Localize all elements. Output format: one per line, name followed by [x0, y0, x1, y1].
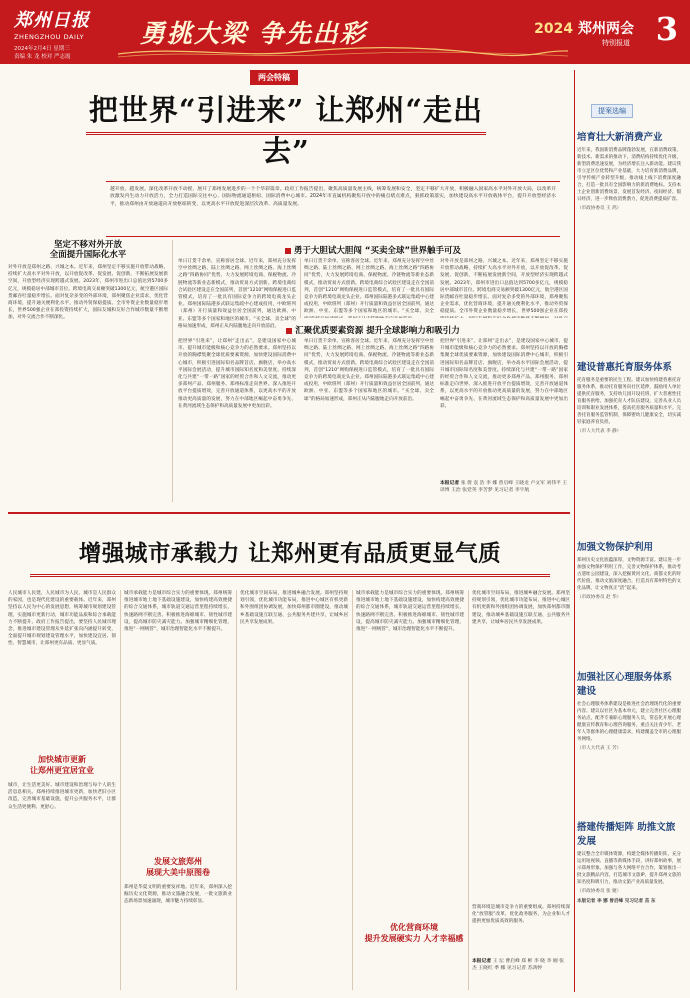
column-divider [352, 590, 353, 990]
bottom-col5-body: 优化城市空间布局，推进城乡融合发展。郑州坚持规划引领，优化城市功能布局，推进中心城区有机更新和外围组团协调发展，加快郑州都市圈建设，推动城乡基础设施互联互通、公共服务共建共享，让城乡居民共享发展成果。 [472, 591, 570, 625]
sidebar-item [577, 124, 681, 354]
article-lead: 越开放，越发展。深化改革开放不动摇，展开了郑州发展进步的一个个华彩篇章。政府工作报告提出，聚焦高质量发展主线，统筹发展和安全，坚定不移扩大开放，积极融入国家高水平对外开放大局，以改革开放激发内生动力开放活力，全力打造国际交往中心、国际物流通道枢纽、国际消费中心城市。2024年市直属机构聚焦开放中的痛点堵点难点，狠抓政策落实，加快建设高水平开放载体平台，提升开放型经济水平，推动郑州由开放通道向开放枢纽转变，以更高水平开放促进深层次改革、高质量发展。 [110, 187, 556, 207]
sidebar-byline: 本版记者 李 娜 曾启峰 见习记者 苗 东 [577, 899, 656, 904]
sidebar-tag: 提案选编 [591, 104, 633, 118]
bottom-box2-body: 郑州是华夏文明的重要发祥地。近年来，郑州深入挖掘历史文化资源，推动文旅融合发展，一批文旅新业态新场景加速涌现，城市魅力持续彰显。 [124, 885, 232, 905]
column-divider [120, 590, 121, 990]
col2-subhead-text: 勇于大胆试大胆闯 “买卖全球”世界触手可及 [293, 246, 462, 256]
col2-subhead [178, 244, 568, 256]
column-divider [468, 590, 469, 990]
column-divider [172, 240, 173, 502]
bottom-byline-names: 王 坛 曹启峰 郑 彬 李 晓 李 刚 张 杰 王晓红 季 娜 见习记者 苏鸿婷 [472, 959, 565, 971]
sidebar-item [577, 814, 681, 974]
masthead [0, 0, 690, 64]
sidebar-item-sign: （市政协委员 王 鸿） [577, 206, 622, 211]
bottom-byline-label: 本报记者 [472, 959, 492, 964]
sidebar-item-sign: （市人大代表 王 芳） [577, 746, 622, 751]
bottom-box1-body: 城市，让生活更美好。城市建设和治理与每个人的生活息息相关。郑州持续推进城市更新，加快老旧小区改造，完善城市基础设施，提升公共服务水平，让群众生活更便利、更舒心。 [8, 783, 116, 810]
newspaper-brand [14, 6, 114, 62]
byline-names: 张 倩 袁 浩 李 娜 曾启峰 王晓龙 卢文军 刘伟平 王译博 王治 张党英 李苦梦 见习记者 李宇航 [440, 481, 568, 493]
sidebar [577, 98, 681, 993]
column-divider [236, 590, 237, 990]
sidebar-item-body: 建议整合全市媒体资源，构建全媒体传播矩阵，充分运用短视频、直播等新媒体手段，讲好郑州故事，展示郑州形象。加强与各大网络平台合作，策划推出一批文旅精品内容，打造城市文旅IP，提升郑州文旅的知名度和吸引力，推动文旅产业高质量发展。 [577, 852, 681, 885]
bottom-intro: 人民城市人民建，人民城市为人民。城市是人民群众的家园，也是现代化建设的重要载体。近年来，郑州坚持以人民为中心的发展思想，统筹城市规划建设管理，实施城市更新行动，城市功能品质和综合承载能力不断提升。政府工作报告提出，要坚持人民城市理念，推进城市建设管理从外延扩张向内涵提升转变，全面提升城市规划建设管理水平，加快建设宜居、韧性、智慧城市，让郑州更有品质、更显气质。 [8, 591, 116, 647]
issue-meta [14, 45, 114, 62]
col3-body: 把世界“引进来”，让郑州“走出去”，是建设国家中心城市、提升城市能级和核心竞争力的必然要求。郑州坚持以开放的胸襟集聚全球优质要素资源，加快建设国际消费中心城市，积极引进国际知名品牌首店、旗舰店，举办高水平国际会展活动，提升城市国际知名度和美誉度。持续深化与共建“一带一路”国家的经贸合作和人文交流，推动更多郑州产品、郑州服务、郑州标准走向世界。深入推进开放平台提质增效，完善开放通道体系，以更高水平的开放推动更高质量的发展，努力在中部地区崛起中奋勇争先、在黄河流域生态保护和高质量发展中更加出彩。 [178, 339, 296, 409]
sidebar-item-title: 搭建传播矩阵 助推文旅发展 [577, 822, 676, 847]
section-separator [8, 512, 570, 514]
col3-subhead [178, 324, 568, 336]
brand-name-cn: 郑州日报 [14, 10, 90, 31]
top-article-byline [440, 480, 568, 494]
edition-title [534, 18, 634, 38]
headline-underline [86, 132, 486, 135]
col1-body: 对外开放是郑州之路、兴城之本。近年来，郑州坚定不移实施开放带动战略，持续扩大高水平对外开放，以开放促改革、促发展、促创新，不断拓展发展新空间，开放型经济实现跨越式发展。2023年，郑州市进出口总值达到5700多亿元，规模稳居中部城市首位。跨境电商交易额突破1300亿元，航空港区国际货邮吞吐量稳步增长。面对复杂多变的外部环境，郑州聚焦企业需求，优化营商环境，提升通关便利化水平，推动外贸保稳提质。全市外资企业数量稳步增长，世界500强企业在郑投资持续扩大，国际友城和友好合作城市数量不断增加，对外交流合作不断深化。 [8, 265, 168, 321]
editor-credits: 责编 朱 龙 校对 严志霞 [14, 54, 71, 61]
sidebar-item-title: 加强文物保护利用 [577, 542, 654, 553]
top-headline: 把世界“引进来” 让郑州“走出去” [88, 93, 484, 168]
col1-subhead: 坚定不移对外开放 全面提升国际化水平 [49, 240, 127, 260]
brand-name-en: ZHENGZHOU DAILY [14, 33, 85, 41]
bottom-box3-head: 优化营商环境 提升发展硬实力 人才幸福感 [364, 923, 464, 943]
edition-name: 郑州两会 [578, 21, 634, 37]
column-divider [300, 258, 301, 318]
sidebar-item [577, 664, 681, 814]
col3-subhead-text: 汇聚优质要素资源 提升全球影响力和吸引力 [295, 326, 460, 336]
bottom-col3-body: 优化城市空间布局，推进城乡融合发展。郑州坚持规划引领，优化城市功能布局，推进中心城区有机更新和外围组团协调发展，加快郑州都市圈建设，推动城乡基础设施互联互通、公共服务共建共享，让城乡居民共享发展成果。 [240, 591, 348, 625]
edition-year: 2024 [534, 21, 574, 37]
sidebar-item-body: 托育服务是重要的民生工程。建议加快构建普惠托育服务体系，推动托育服务向社区延伸，鼓励用人单位提供托育服务，支持幼儿园开设托班，扩大普惠性托育服务供给。加强托育人才队伍建设，完善从业人员培训和职业发展体系，提高托育服务质量和水平。完善托育服务监管机制，保障婴幼儿健康安全，切实减轻家庭养育负担。 [577, 378, 681, 425]
sidebar-item-sign: （市人大代表 李 静） [577, 429, 622, 434]
bottom-box3-body: 营商环境是城市竞争力的重要组成。郑州持续深化“放管服”改革，优化政务服务，为企业和人才提供更加优质高效的服务。 [472, 905, 570, 925]
col2-body-cont2: 对外开放是郑州之路、兴城之本。近年来，郑州坚定不移实施开放带动战略，持续扩大高水平对外开放，以开放促改革、促发展、促创新，不断拓展发展新空间，开放型经济实现跨越式发展。2023年，郑州市进出口总值达到5700多亿元，规模稳居中部城市首位。跨境电商交易额突破1300亿元，航空港区国际货邮吞吐量稳步增长。面对复杂多变的外部环境，郑州聚焦企业需求，优化营商环境，提升通关便利化水平，推动外贸保稳提质。全市外资企业数量稳步增长，世界500强企业在郑投 [440, 259, 568, 315]
sidebar-item-sign: （市政协委员 赵 华） [577, 595, 622, 600]
sidebar-item-title: 培育壮大新消费产业 [577, 132, 663, 143]
sidebar-item [577, 354, 681, 534]
col2-body: 单日订货千余单，宣称客居全球。近年来，郑州充分发挥空中丝绸之路、陆上丝绸之路、网上丝绸之路、海上丝绸之路“四路协同”优势，大力发展跨境电商、保税物流、冷链物流等新业态新模式，推动贸易方式创新。跨境电商综合试验区建设走在全国前列，首创“1210”网购保税进口监管模式，培育了一批具有国际竞争力的跨境电商龙头企业。郑州国际陆港多式联运集疏中心建成投用，中欧班列（郑州）开行质量和效益位居全国前列，通达欧洲、中亚、东盟等多个国家和地区的城市。“买全球、卖全球”的格局加速形成，郑州正从内陆腹地走向开放前沿。 [178, 259, 296, 329]
sidebar-item-body: 近年来，我国新消费品牌蓬勃发展，在新消费政策、新技术、新需求的推动下，消费结构持续优化升级，新型消费迅速发展，为经济增长注入新动能。建议我市立足区位优势和产业基础，大力培育新消费品牌，引导传统产业转型升级，推动线上线下消费深度融合，打造一批具有全国影响力的新消费地标。支持本土企业创新消费场景，发展首发经济、夜间经济、假日经济，进一步释放消费潜力，促进消费提质扩容。 [577, 148, 681, 202]
bottom-article-byline [472, 958, 570, 972]
sidebar-divider [574, 70, 575, 992]
sidebar-item-sign: （市政协委员 张 婕） [577, 889, 622, 894]
article-lead-box [106, 181, 560, 237]
bottom-headline-underline [30, 574, 550, 577]
bottom-headline: 增强城市承载力 让郑州更有品质更显气质 [78, 541, 502, 567]
bottom-col2-body: 城市承载能力是城市综合实力的重要体现。郑州统筹推进城市地上地下基础设施建设，加快构建高效便捷的综合交通体系，城市轨道交通运营里程持续增长，快速路网不断完善。积极推进海绵城市、韧性城市建设，提高城市防灾减灾能力。加强城市精细化管理，推进“一网统管”，城市治理智能化水平不断提升。 [124, 591, 232, 633]
sidebar-item-body: 社会心理服务体系建设是推进社会治理现代化的重要内容。建议以社区为基本单元，建立完善社区心理服务站点，配齐专兼职心理服务人员，常态化开展心理健康宣传教育和心理咨询服务，重点关注青少年、老年人等群体的心理健康需求，构建覆盖全市的心理服务网络。 [577, 702, 681, 742]
col2-body-cont: 单日订货千余单，宣称客居全球。近年来，郑州充分发挥空中丝绸之路、陆上丝绸之路、网上丝绸之路、海上丝绸之路“四路协同”优势，大力发展跨境电商、保税物流、冷链物流等新业态新模式，推动贸易方式创新。跨境电商综合试验区建设走在全国前列，首创“1210”网购保税进口监管模式，培育了一批具有国际竞争力的跨境电商龙头企业。郑州国际陆港多式联运集疏中心建成投用，中欧班列（郑州）开行质量和效益位居全国前列，通达欧洲、中亚、东盟等多个国家和地区的城市。“买全球、卖全 [304, 259, 434, 315]
byline-label: 本报记者 [440, 481, 460, 486]
sidebar-item [577, 534, 681, 664]
page-number: 3 [655, 10, 678, 48]
edition-subtitle: 特别报道 [602, 39, 630, 47]
bottom-box2-head: 发展文旅郑州 展现大美中原图卷 [146, 857, 210, 877]
bottom-box1-head: 加快城市更新 让郑州更宜居宜业 [30, 755, 94, 775]
article-tag: 两会特稿 [250, 70, 298, 85]
issue-date: 2024年2月4日 星期三 [14, 46, 70, 52]
col3-body-cont2: 把世界“引进来”，让郑州“走出去”，是建设国家中心城市、提升城市能级和核心竞争力的必然要求。郑州坚持以开放的胸襟集聚全球优质要素资源，加快建设国际消费中心城市，积极引进国际知名品牌首店、旗舰店，举办高水平国际会展活动，提升城市国际知名度和美誉度。持续深化与共建“一带一路”国家的经贸合作和人文交流，推动更多郑州产品、郑州服务、郑州标准走向世界。深入推进开放平台提质增效，完善开放通道体系，以更高水平的开放推动更高质量的发展，努力在中部地区崛起中奋勇争先、在黄河流域生态保护和高质量发展中更加出彩。 [440, 339, 568, 409]
sidebar-item-body: 郑州历史文化底蕴深厚，文物资源丰富。建议进一步加强文物保护利用工作，完善文物保护体系，推动考古遗址公园建设，深入挖掘黄河文化、商都文化的时代价值，推动文旅深度融合，打造具有郑州特色的文化品牌，让文物真正“活”起来。 [577, 558, 681, 591]
bottom-col4-body: 城市承载能力是城市综合实力的重要体现。郑州统筹推进城市地上地下基础设施建设，加快构建高效便捷的综合交通体系，城市轨道交通运营里程持续增长，快速路网不断完善。积极推进海绵城市、韧性城市建设，提高城市防灾减灾能力。加强城市精细化管理，推进“一网统管”，城市治理智能化水平不断提升。 [356, 591, 464, 633]
wave-decoration-icon [118, 44, 568, 58]
page-slogan: 勇挑大梁 争先出彩 [140, 19, 367, 48]
col3-body-cont: 单日订货千余单，宣称客居全球。近年来，郑州充分发挥空中丝绸之路、陆上丝绸之路、网上丝绸之路、海上丝绸之路“四路协同”优势，大力发展跨境电商、保税物流、冷链物流等新业态新模式，推动贸易方式创新。跨境电商综合试验区建设走在全国前列，首创“1210”网购保税进口监管模式，培育了一批具有国际竞争力的跨境电商龙头企业。郑州国际陆港多式联运集疏中心建成投用，中欧班列（郑州）开行质量和效益位居全国前列，通达欧洲、中亚、东盟等多个国家和地区的城市。“买全球、卖全球”的格局加速形成，郑州正从内陆腹地走向开放前沿。 [304, 339, 434, 402]
sidebar-item-title: 建设普惠托育服务体系 [577, 362, 673, 373]
sidebar-item-title: 加强社区心理服务体系建设 [577, 672, 673, 697]
